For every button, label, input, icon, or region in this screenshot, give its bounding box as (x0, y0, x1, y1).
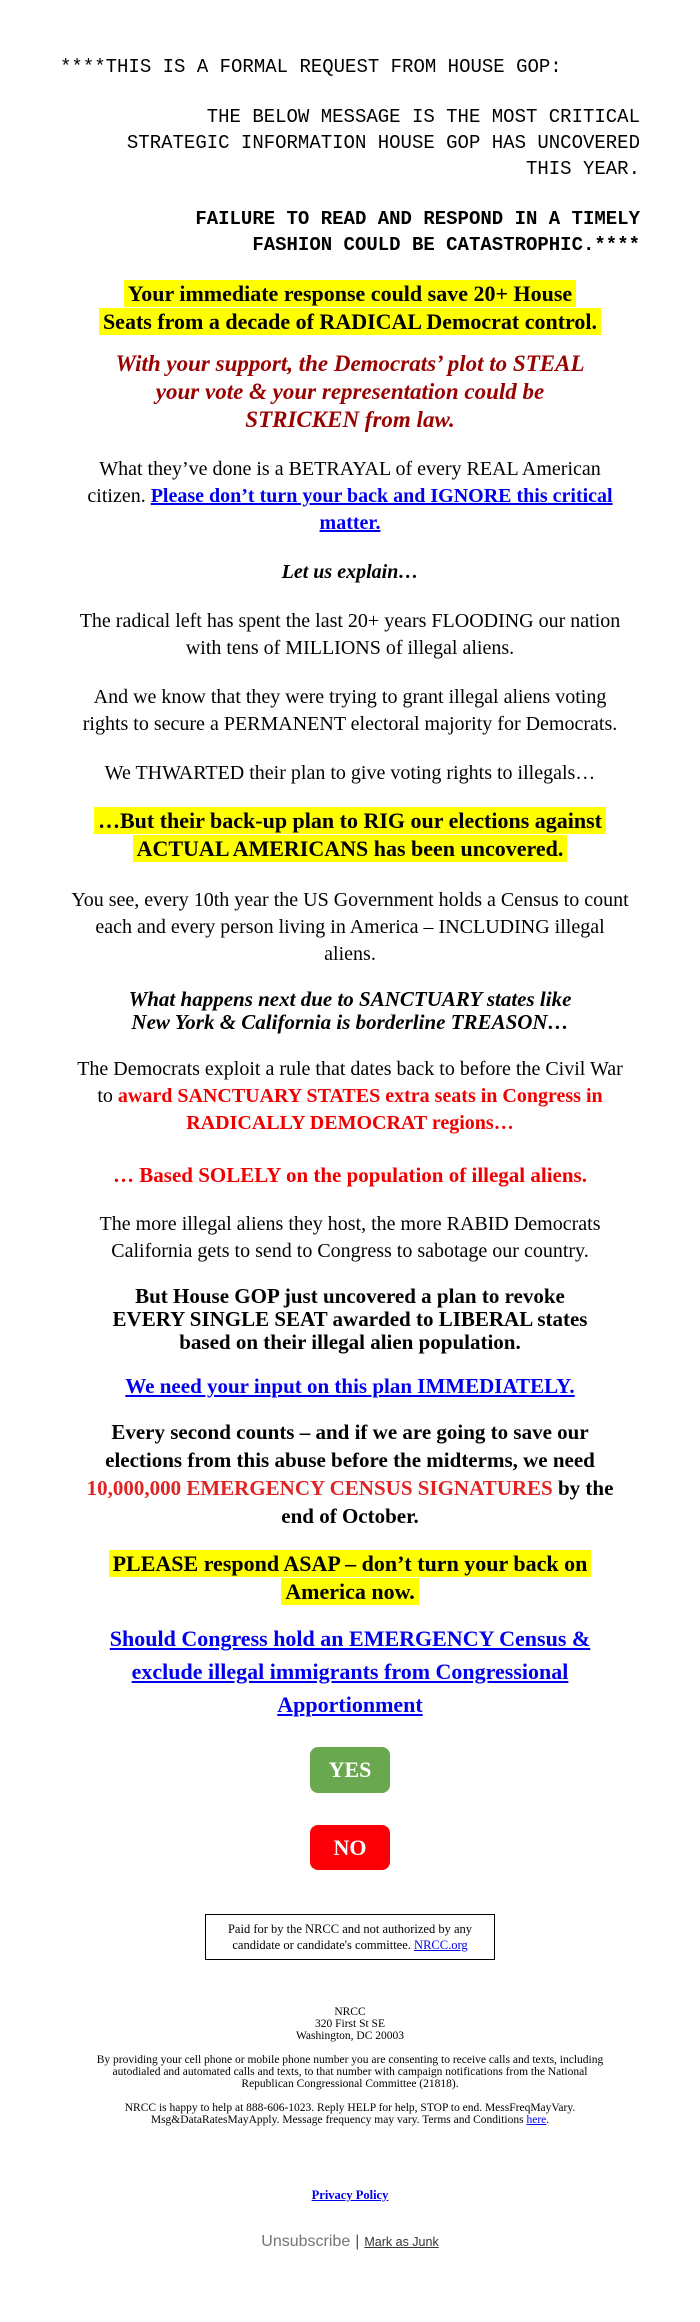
paid-for-text: Paid for by the NRCC and not authorized by any candidate or candidate's committee. (227, 1922, 473, 1952)
highlighted-text: ACTUAL AMERICANS has been uncovered. (133, 835, 568, 862)
no-button[interactable]: NO (310, 1825, 390, 1870)
based-solely-text: … Based SOLELY on the population of illegal aliens. (113, 1163, 587, 1187)
yes-button[interactable]: YES (310, 1747, 390, 1793)
voting-rights-paragraph: And we know that they were trying to grant illegal aliens voting rights to secure a PERMANENT electoral majority for Democrats. (82, 686, 618, 735)
award-sanctuary-red-text: award SANCTUARY STATES extra seats in Congress in RADICALLY DEMOCRAT regions… (117, 1085, 603, 1134)
exploit-text: The Democrats exploit a rule that dates back to before the Civil War to (77, 1058, 623, 1107)
text-line: EVERY SINGLE SEAT awarded to LIBERAL states (112, 1307, 588, 1331)
democrats-plot-text: With your support, the Democrats’ plot to STEAL your vote & your representation could be STRICKEN from law. (115, 351, 585, 432)
house-gop-plan-paragraph (60, 1285, 640, 1354)
radical-left-paragraph: The radical left has spent the last 20+ years FLOODING our nation with tens of MILLIONS of illegal aliens. (79, 610, 621, 659)
emergency-census-red-text: 10,000,000 EMERGENCY CENSUS SIGNATURES (86, 1476, 553, 1500)
formal-request-text: ****THIS IS A FORMAL REQUEST FROM HOUSE GOP: (60, 56, 562, 78)
highlighted-text: PLEASE respond ASAP – don’t turn your back on (109, 1550, 592, 1577)
text-line: autodialed and automated calls and texts, to that number with campaign notifications from the National (112, 2066, 588, 2078)
text-line: Should Congress hold an EMERGENCY Census & (109, 1626, 591, 1651)
text-line (60, 1550, 640, 1578)
highlighted-text: …But their back-up plan to RIG our elections against (94, 807, 606, 834)
email-footer (60, 2006, 640, 2249)
more-illegal-aliens-paragraph: The more illegal aliens they host, the more RABID Democrats California gets to send to Congress to sabotage our country. (99, 1213, 601, 1262)
input-needed-paragraph (60, 1374, 640, 1398)
text-line: By providing your cell phone or mobile phone number you are consenting to receive calls and texts, including (96, 2054, 604, 2066)
highlighted-text: America now. (281, 1578, 419, 1605)
betrayal-paragraph (70, 456, 630, 537)
divider: | (355, 2233, 360, 2250)
consent-disclaimer (60, 2054, 640, 2090)
terms-here-link[interactable]: here (526, 2114, 547, 2126)
text-line (60, 308, 640, 336)
text-line: THE BELOW MESSAGE IS THE MOST CRITICAL (206, 106, 640, 128)
text-line: NRCC is happy to help at 888-606-1023. Reply HELP for help, STOP to end. MessFreqMayVary. (124, 2102, 576, 2114)
input-needed-link[interactable]: We need your input on this plan IMMEDIATELY. (125, 1374, 575, 1398)
every-second-text: Every second counts – and if we are going to save our elections from this abuse before the midterms, we need (105, 1420, 595, 1472)
text-line: THIS YEAR. (525, 158, 640, 180)
let-us-explain-text: Let us explain… (281, 561, 419, 583)
text-line: FASHION COULD BE CATASTROPHIC.**** (252, 234, 640, 256)
text-line (60, 807, 640, 835)
address-line: Washington, DC 20003 (295, 2030, 404, 2042)
highlighted-text: Seats from a decade of RADICAL Democrat control. (99, 308, 601, 335)
text-line (60, 1578, 640, 1606)
help-text (60, 2102, 640, 2126)
text-line (60, 835, 640, 863)
emergency-census-question-link[interactable] (60, 1622, 640, 1721)
text-line: But House GOP just uncovered a plan to revoke (135, 1284, 565, 1308)
text-line: Apportionment (277, 1692, 423, 1717)
text-line: What happens next due to SANCTUARY states like (128, 987, 572, 1011)
unsubscribe-link[interactable]: Unsubscribe (261, 2233, 351, 2250)
census-explainer-paragraph: You see, every 10th year the US Government holds a Census to count each and every person living in America – INCLUDING illegal aliens. (71, 889, 629, 965)
nrcc-org-link[interactable]: NRCC.org (414, 1938, 468, 1952)
text-line: STRATEGIC INFORMATION HOUSE GOP HAS UNCOVERED (126, 132, 640, 154)
help-text-part: . (546, 2114, 550, 2126)
privacy-policy-row (60, 2188, 640, 2202)
backup-plan-highlight (60, 807, 640, 863)
text-line: FAILURE TO READ AND RESPOND IN A TIMELY (195, 208, 640, 230)
please-respond-highlight (60, 1550, 640, 1606)
address-line: 320 First St SE (315, 2018, 385, 2030)
unsubscribe-row (60, 2233, 640, 2250)
email-body (60, 0, 640, 2249)
every-second-text: by the end of October. (281, 1476, 614, 1528)
below-message-text (60, 104, 640, 182)
text-line: based on their illegal alien population. (179, 1330, 521, 1354)
privacy-policy-link[interactable]: Privacy Policy (311, 2188, 389, 2202)
text-line: Republican Congressional Committee (21818). (241, 2078, 459, 2090)
highlighted-text: Your immediate response could save 20+ House (124, 280, 576, 307)
mark-as-junk-link[interactable]: Mark as Junk (364, 2235, 439, 2249)
text-line: exclude illegal immigrants from Congressional (131, 1659, 569, 1684)
text-line (60, 2114, 640, 2126)
thwarted-paragraph: We THWARTED their plan to give voting rights to illegals… (104, 762, 596, 784)
text-line (60, 280, 640, 308)
ignore-matter-link[interactable]: Please don’t turn your back and IGNORE this critical matter. (150, 485, 613, 534)
paid-for-disclaimer-box (205, 1914, 495, 1960)
betrayal-text: What they’ve done is a BETRAYAL of every REAL American citizen. (87, 458, 601, 507)
failure-warning-text (60, 206, 640, 258)
org-name: NRCC (334, 2006, 366, 2018)
text-line: New York & California is borderline TREASON… (131, 1010, 569, 1034)
democrats-exploit-paragraph (70, 1056, 630, 1137)
every-second-paragraph (78, 1418, 623, 1530)
sanctuary-treason-text (60, 988, 640, 1034)
footer-address (60, 2006, 640, 2042)
help-text-part: Msg&DataRatesMayApply. Message frequency may vary. Terms and Conditions (150, 2114, 527, 2126)
highlight-save-seats (60, 280, 640, 336)
